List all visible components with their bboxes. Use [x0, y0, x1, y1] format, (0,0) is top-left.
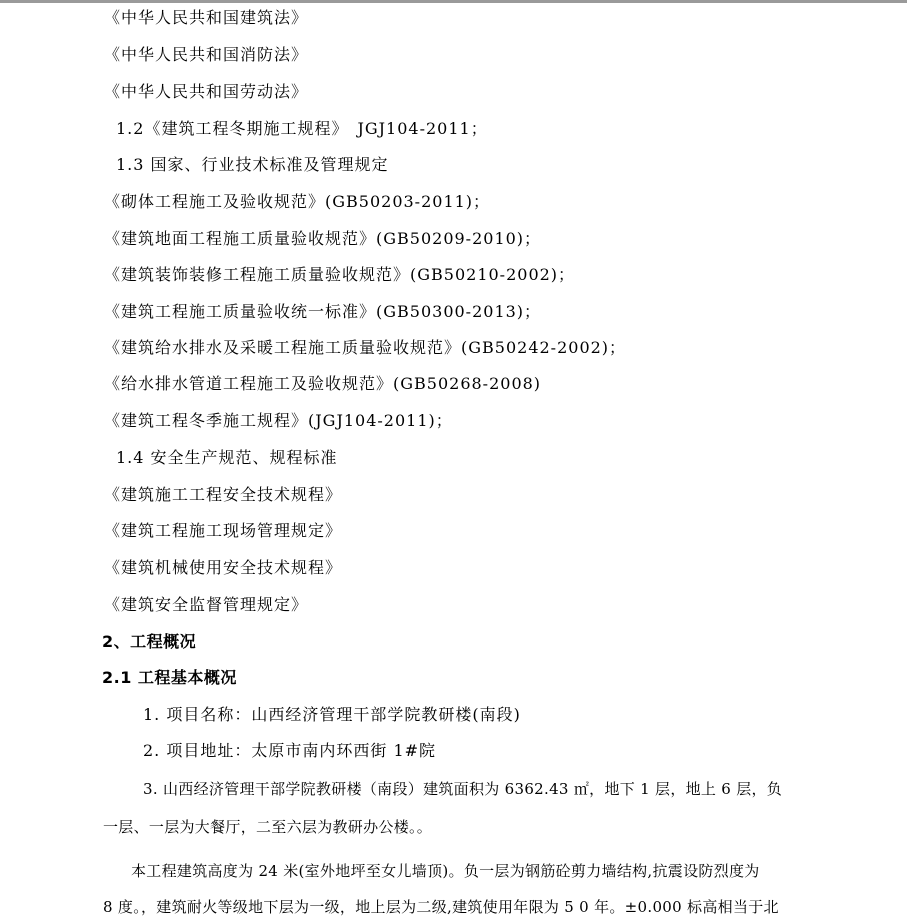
standard-reference-line: 《砌体工程施工及验收规范》(GB50203-2011)； [104, 192, 491, 211]
standard-reference-line: 《建筑工程施工质量验收统一标准》(GB50300-2013)； [104, 302, 542, 321]
building-paragraph-line-1: 本工程建筑高度为 24 米(室外地坪至女儿墙顶)。负一层为钢筋砼剪力墙结构,抗震设防烈度为 [131, 862, 760, 880]
subsection-heading: 1.3 国家、行业技术标准及管理规定 [116, 155, 389, 174]
standard-reference-line: 《建筑地面工程施工质量验收规范》(GB50209-2010)； [104, 229, 542, 248]
safety-reference-line: 《建筑安全监督管理规定》 [104, 595, 309, 614]
subsection-heading: 1.4 安全生产规范、规程标准 [116, 448, 338, 467]
project-name-item: 1. 项目名称：山西经济管理干部学院教研楼(南段) [143, 705, 521, 724]
law-reference-line: 《中华人民共和国消防法》 [104, 45, 309, 64]
section-2-1-title: 2.1 工程基本概况 [102, 668, 237, 687]
project-area-line-1: 3. 山西经济管理干部学院教研楼（南段）建筑面积为 6362.43 ㎡，地下 1 层，地上 6 层，负 [143, 780, 783, 798]
standard-reference-line: 1.2《建筑工程冬期施工规程》 JGJ104-2011； [116, 119, 488, 138]
law-reference-line: 《中华人民共和国劳动法》 [104, 82, 309, 101]
standard-reference-line: 《建筑工程冬季施工规程》(JGJ104-2011)； [104, 411, 453, 430]
standard-reference-line: 《建筑装饰装修工程施工质量验收规范》(GB50210-2002)； [104, 265, 576, 284]
building-paragraph-line-2: 8 度。，建筑耐火等级地下层为一级，地上层为二级,建筑使用年限为 5 0 年。±0.000 标高相当于北 [103, 898, 779, 916]
safety-reference-line: 《建筑工程施工现场管理规定》 [104, 521, 343, 540]
safety-reference-line: 《建筑施工工程安全技术规程》 [104, 485, 343, 504]
section-2-title: 2、工程概况 [102, 632, 197, 651]
law-reference-line: 《中华人民共和国建筑法》 [104, 8, 309, 27]
standard-reference-line: 《建筑给水排水及采暖工程施工质量验收规范》(GB50242-2002)； [104, 338, 627, 357]
safety-reference-line: 《建筑机械使用安全技术规程》 [104, 558, 343, 577]
standard-reference-line: 《给水排水管道工程施工及验收规范》(GB50268-2008) [104, 374, 542, 393]
project-area-line-2: 一层、一层为大餐厅，二至六层为教研办公楼。。 [103, 818, 433, 836]
project-address-item: 2. 项目地址：太原市南内环西街 1#院 [143, 741, 437, 760]
